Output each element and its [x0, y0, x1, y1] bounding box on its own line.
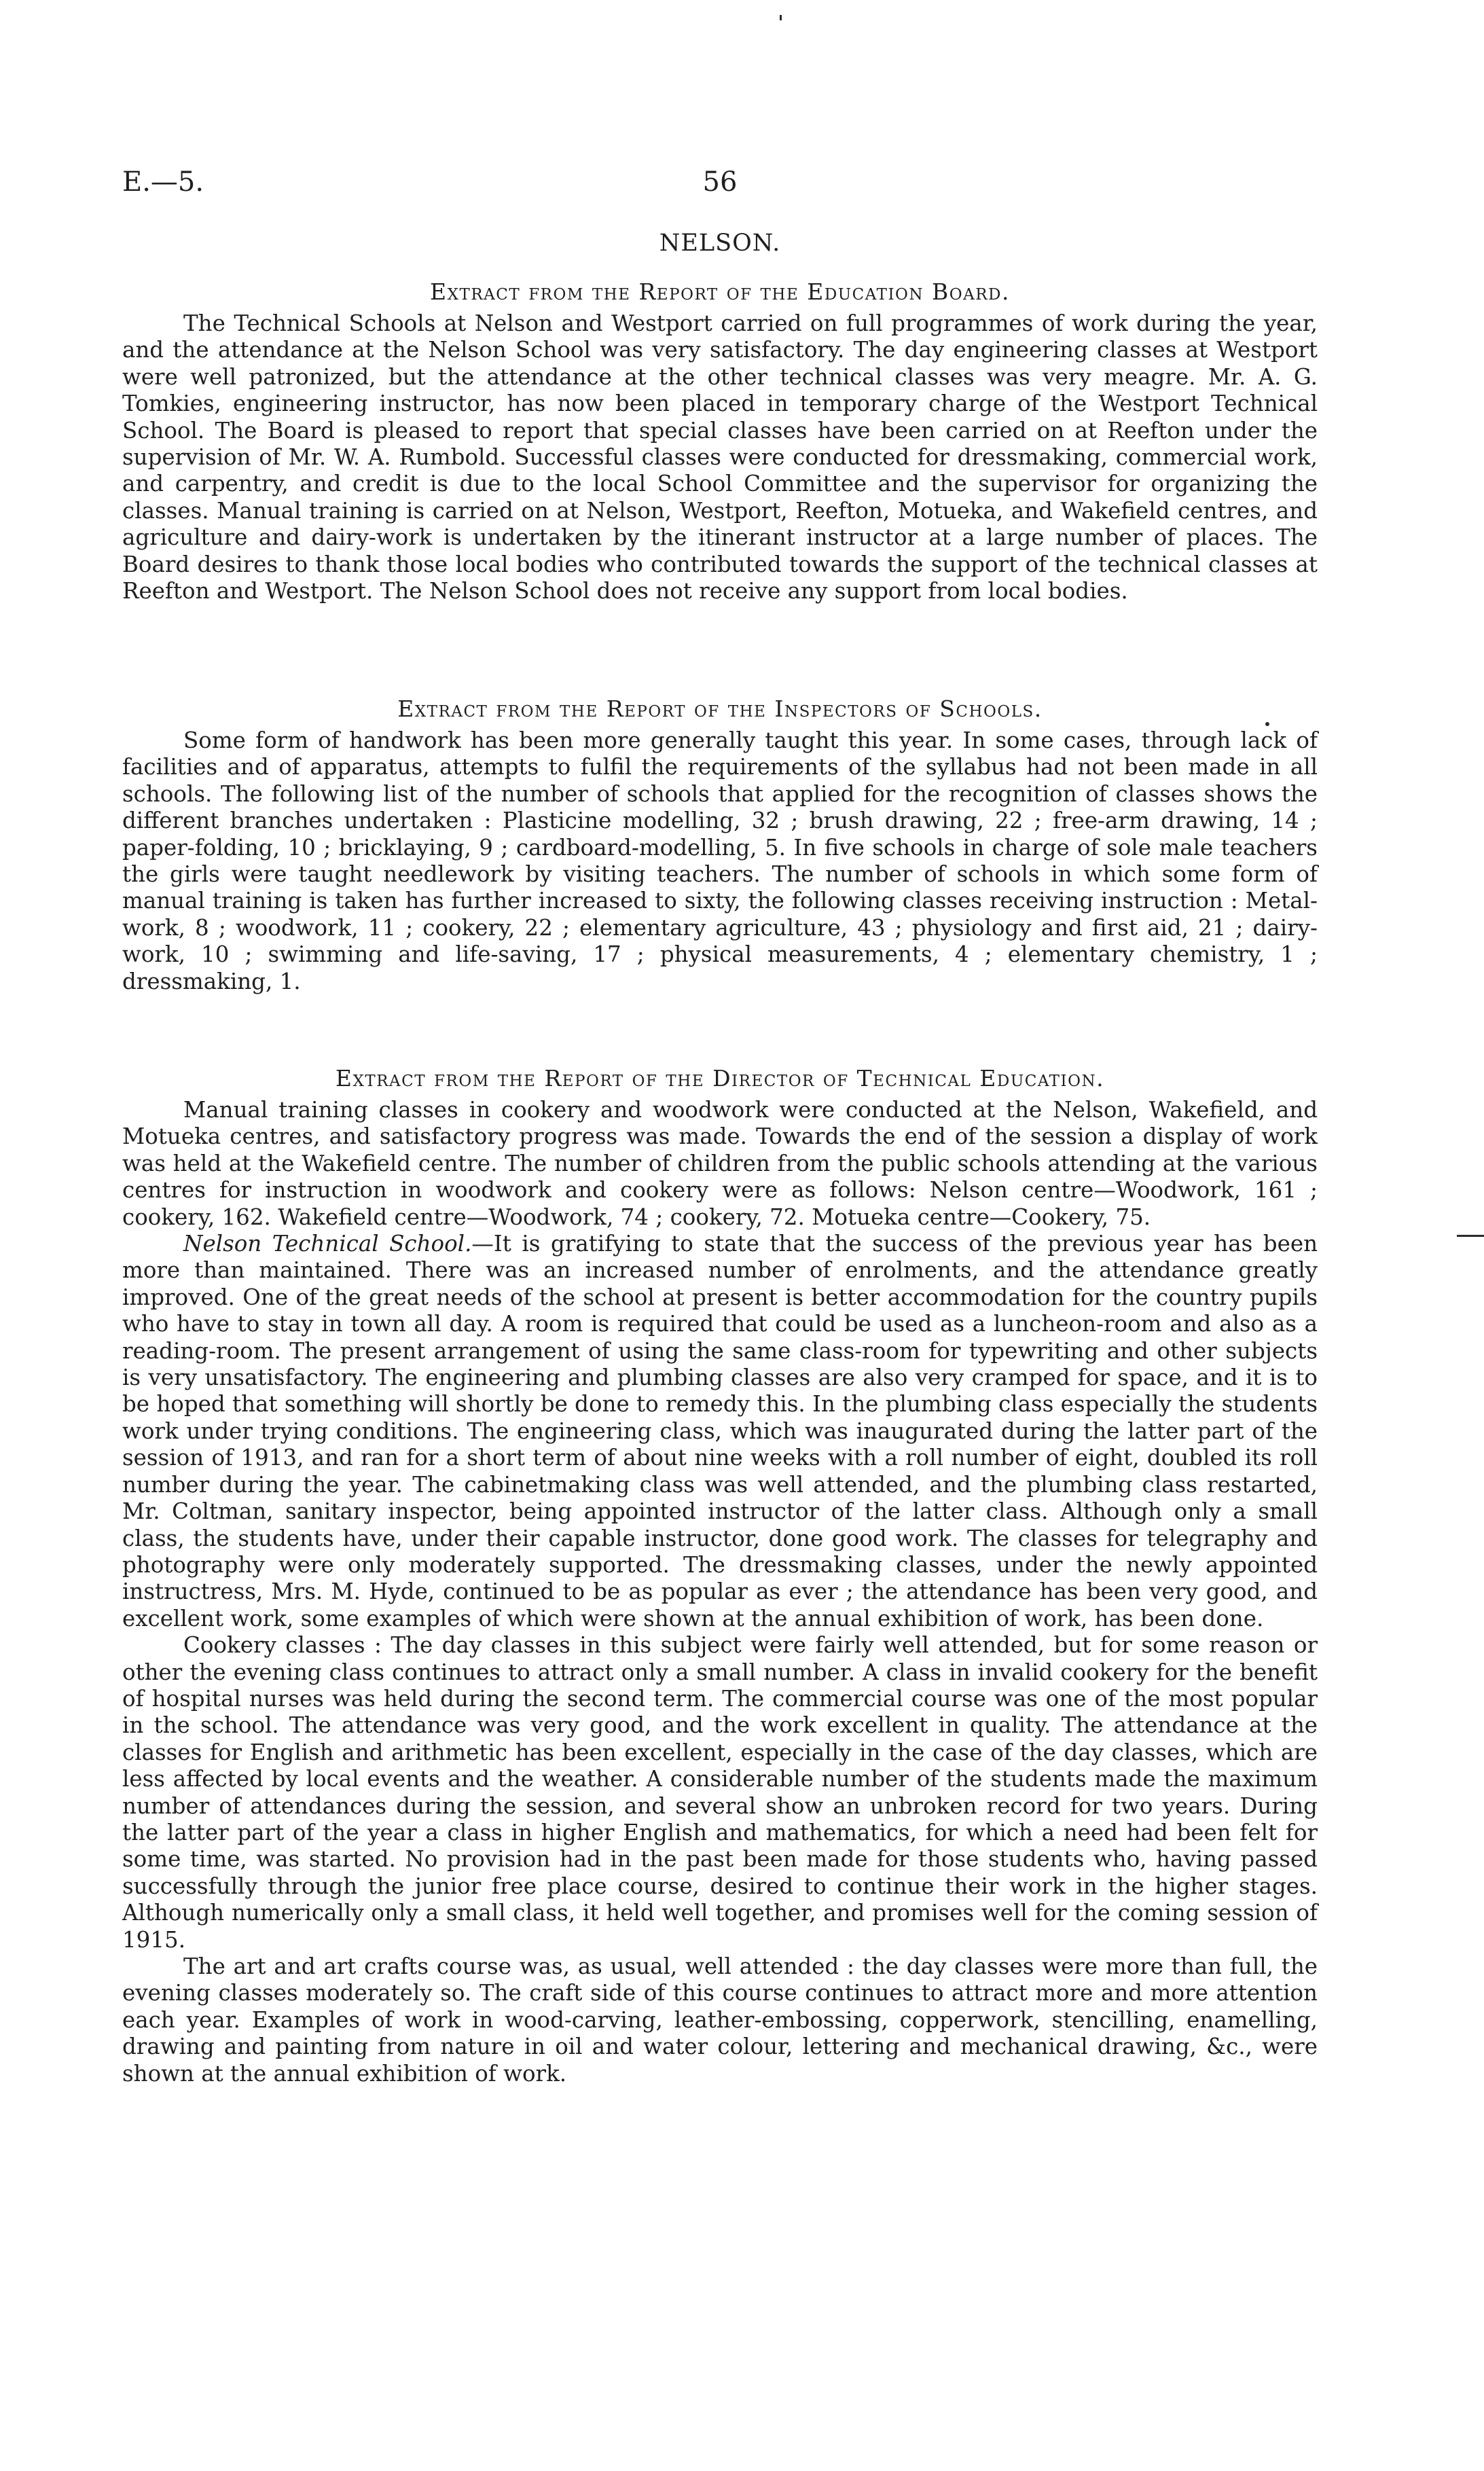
- paragraph: Manual training classes in cookery and woodwork were conducted at the Nelson, Wakefield, and Motueka centres, and satisfactory progress was made. Towards the end of the session a display of work was held at the Wakefield centre. The number of children from the public schools attending at the various centres for instruction in woodwork and cookery were as follows: Nelson centre—Woodwork, 161 ; cookery, 162. Wakefield centre—Woodwork, 74 ; cookery, 72. Motueka centre—Cookery, 75.: [122, 1097, 1318, 1230]
- paragraph: Some form of handwork has been more generally taught this year. In some cases, through lack of facilities and of apparatus, attempts to fulfil the requirements of the syllabus had not been made in all schools. The following list of the number of schools that applied for the recognition of classes shows the different branches undertaken : Plasticine modelling, 32 ; brush drawing, 22 ; free-arm drawing, 14 ; paper-folding, 10 ; bricklaying, 9 ; cardboard-modelling, 5. In five schools in charge of sole male teachers the girls were taught needlework by visiting teachers. The number of schools in which some form of manual training is taken has further increased to sixty, the following classes receiving instruction : Metal-work, 8 ; woodwork, 11 ; cookery, 22 ; elementary agriculture, 43 ; physiology and first aid, 21 ; dairy-work, 10 ; swimming and life-saving, 17 ; physical measurements, 4 ; elementary chemistry, 1 ; dressmaking, 1.: [122, 727, 1318, 994]
- document-reference: E.—5.: [122, 166, 204, 198]
- paragraph: Cookery classes : The day classes in this subject were fairly well attended, but for some reason or other the evening class continues to attract only a small number. A class in invalid cookery for the benefit of hospital nurses was held during the second term. The commercial course was one of the most popular in the school. The attendance was very good, and the work excellent in quality. The attendance at the classes for English and arithmetic has been excellent, especially in the case of the day classes, which are less affected by local events and the weather. A considerable number of the students made the maximum number of attendances during the session, and several show an unbroken record for two years. During the latter part of the year a class in higher English and mathematics, for which a need had been felt for some time, was started. No provision had in the past been made for those students who, having passed successfully through the junior free place course, desired to continue their work in the higher stages. Although numerically only a small class, it held well together, and promises well for the coming session of 1915.: [122, 1632, 1318, 1953]
- scan-speck: [1265, 722, 1269, 726]
- page-header: [122, 166, 1318, 214]
- inline-heading: Nelson Technical School.: [183, 1231, 472, 1257]
- paragraph: The art and art crafts course was, as usual, well attended : the day classes were more than full, the evening classes moderately so. The craft side of this course continues to attract more and more attention each year. Examples of work in wood-carving, leather-embossing, copperwork, stencilling, enamelling, drawing and painting from nature in oil and water colour, lettering and mechanical drawing, &c., were shown at the annual exhibition of work.: [122, 1953, 1318, 2087]
- section-inspectors: [122, 696, 1318, 995]
- section-education-board: [122, 278, 1318, 605]
- paragraph: The Technical Schools at Nelson and Westport carried on full programmes of work during the year, and the attendance at the Nelson School was very satisfactory. The day engineering classes at Westport were well patronized, but the attendance at the other technical classes was very meagre. Mr. A. G. Tomkies, engineering instructor, has now been placed in temporary charge of the Westport Technical School. The Board is pleased to report that special classes have been carried on at Reefton under the supervision of Mr. W. A. Rumbold. Successful classes were conducted for dressmaking, commercial work, and carpentry, and credit is due to the local School Committee and the supervisor for organizing the classes. Manual training is carried on at Nelson, Westport, Reefton, Motueka, and Wakefield centres, and agriculture and dairy-work is undertaken by the itinerant instructor at a large number of places. The Board desires to thank those local bodies who contributed towards the support of the technical classes at Reefton and Westport. The Nelson School does not receive any support from local bodies.: [122, 310, 1318, 605]
- paragraph-nelson-technical-school: Nelson Technical School.—It is gratifying to state that the success of the previous year has been more than maintained. There was an increased number of enrolments, and the attendance greatly improved. One of the great needs of the school at present is better accommodation for the country pupils who have to stay in town all day. A room is required that could be used as a luncheon-room and also as a reading-room. The present arrangement of using the same class-room for typewriting and other subjects is very unsatisfactory. The engineering and plumbing classes are also very cramped for space, and it is to be hoped that something will shortly be done to remedy this. In the plumbing class especially the students work under trying conditions. The engineering class, which was inaugurated during the latter part of the session of 1913, and ran for a short term of about nine weeks with a roll number of eight, doubled its roll number during the year. The cabinetmaking class was well attended, and the plumbing class restarted, Mr. Coltman, sanitary inspector, being appointed instructor of the latter class. Although only a small class, the students have, under their capable instructor, done good work. The classes for telegraphy and photography were only moderately supported. The dressmaking classes, under the newly appointed instructress, Mrs. M. Hyde, continued to be as popular as ever ; the attendance has been very good, and excellent work, some examples of which were shown at the annual exhibition of work, has been done.: [122, 1231, 1318, 1631]
- section-director-technical-education: [122, 1065, 1318, 2087]
- scan-margin-mark: [1457, 1235, 1484, 1237]
- paragraph-text: It is gratifying to state that the success of the previous year has been more than maintained. There was an increased number of enrolments, and the attendance greatly improved. One of the great needs of the school at present is better accommodation for the country pupils who have to stay in town all day. A room is required that could be used as a luncheon-room and also as a reading-room. The present arrangement of using the same class-room for typewriting and other subjects is very unsatisfactory. The engineering and plumbing classes are also very cramped for space, and it is to be hoped that something will shortly be done to remedy this. In the plumbing class especially the students work under trying conditions. The engineering class, which was inaugurated during the latter part of the session of 1913, and ran for a short term of about nine weeks with a roll number of eight, doubled its roll number during the year. The cabinetmaking class was well attended, and the plumbing class restarted, Mr. Coltman, sanitary inspector, being appointed instructor of the latter class. Although only a small class, the students have, under their capable instructor, done good work. The classes for telegraphy and photography were only moderately supported. The dressmaking classes, under the newly appointed instructress, Mrs. M. Hyde, continued to be as popular as ever ; the attendance has been very good, and excellent work, some examples of which were shown at the annual exhibition of work, has been done.: [122, 1231, 1318, 1631]
- document-page: [122, 0, 1318, 2471]
- section-heading: Extract from the Report of the Inspectors of Schools.: [397, 696, 1043, 722]
- scan-speck: [780, 15, 782, 20]
- section-heading: Extract from the Report of the Education Board.: [430, 278, 1010, 305]
- section-heading: Extract from the Report of the Director of Technical Education.: [335, 1065, 1105, 1092]
- page-number: 56: [702, 166, 738, 198]
- page-title: NELSON.: [659, 230, 781, 257]
